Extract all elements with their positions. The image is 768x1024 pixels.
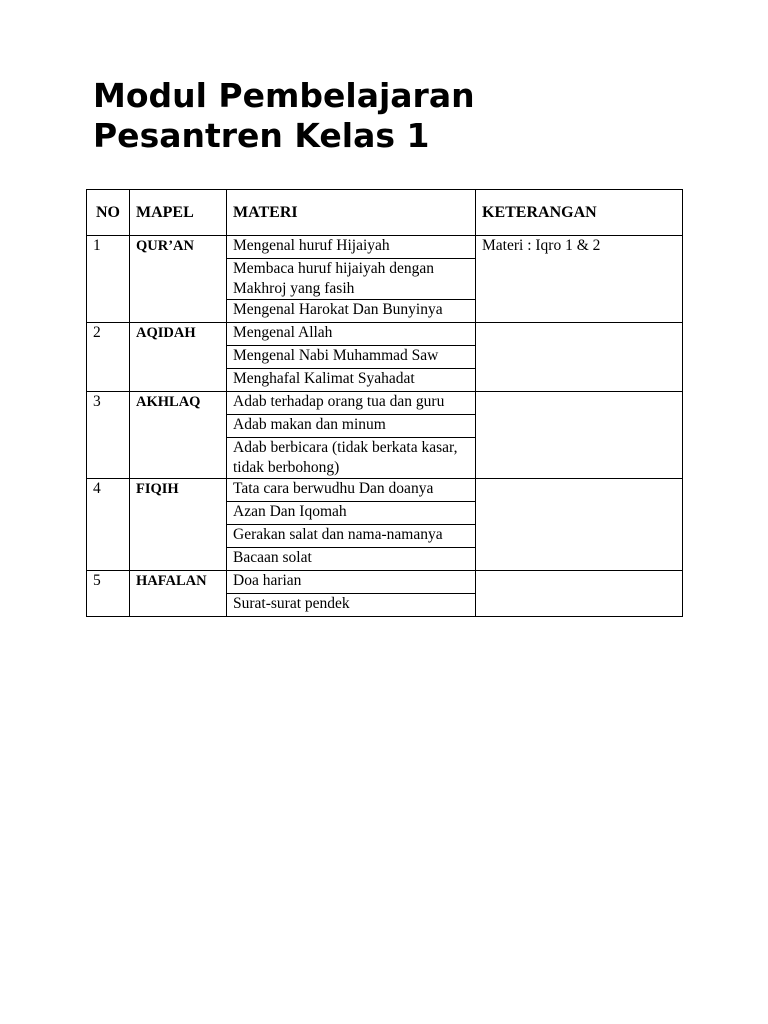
header-materi: MATERI [227,190,476,236]
materi-item: Adab terhadap orang tua dan guru [227,392,476,415]
header-keterangan: KETERANGAN [476,190,683,236]
keterangan-cell: Materi : Iqro 1 & 2 [476,236,683,323]
materi-item: Gerakan salat dan nama-namanya [227,525,476,548]
page-title-line-2: Pesantren Kelas 1 [93,116,430,155]
materi-item: Mengenal Nabi Muhammad Saw [227,346,476,369]
curriculum-table [86,189,683,617]
table-row [87,571,683,594]
subject-name: HAFALAN [130,571,227,617]
materi-item: Adab berbicara (tidak berkata kasar, tidak berbohong) [227,438,476,479]
row-number: 1 [87,236,130,323]
materi-item: Mengenal huruf Hijaiyah [227,236,476,259]
table-row [87,479,683,502]
header-no: NO [87,190,130,236]
materi-item: Bacaan solat [227,548,476,571]
table-row [87,323,683,346]
row-number: 5 [87,571,130,617]
header-mapel: MAPEL [130,190,227,236]
subject-name: AKHLAQ [130,392,227,479]
page-title-line-1: Modul Pembelajaran [93,76,475,115]
materi-item: Mengenal Allah [227,323,476,346]
subject-name: QUR’AN [130,236,227,323]
table-row [87,236,683,259]
keterangan-cell [476,392,683,479]
row-number: 2 [87,323,130,392]
page-title [93,76,693,156]
table-header-row [87,190,683,236]
materi-item: Tata cara berwudhu Dan doanya [227,479,476,502]
row-number: 4 [87,479,130,571]
keterangan-cell [476,571,683,617]
materi-item: Membaca huruf hijaiyah dengan Makhroj yang fasih [227,259,476,300]
keterangan-cell [476,479,683,571]
materi-item: Menghafal Kalimat Syahadat [227,369,476,392]
keterangan-cell [476,323,683,392]
row-number: 3 [87,392,130,479]
materi-item: Azan Dan Iqomah [227,502,476,525]
subject-name: AQIDAH [130,323,227,392]
materi-item: Mengenal Harokat Dan Bunyinya [227,300,476,323]
subject-name: FIQIH [130,479,227,571]
materi-item: Surat-surat pendek [227,594,476,617]
materi-item: Doa harian [227,571,476,594]
materi-item: Adab makan dan minum [227,415,476,438]
table-row [87,392,683,415]
